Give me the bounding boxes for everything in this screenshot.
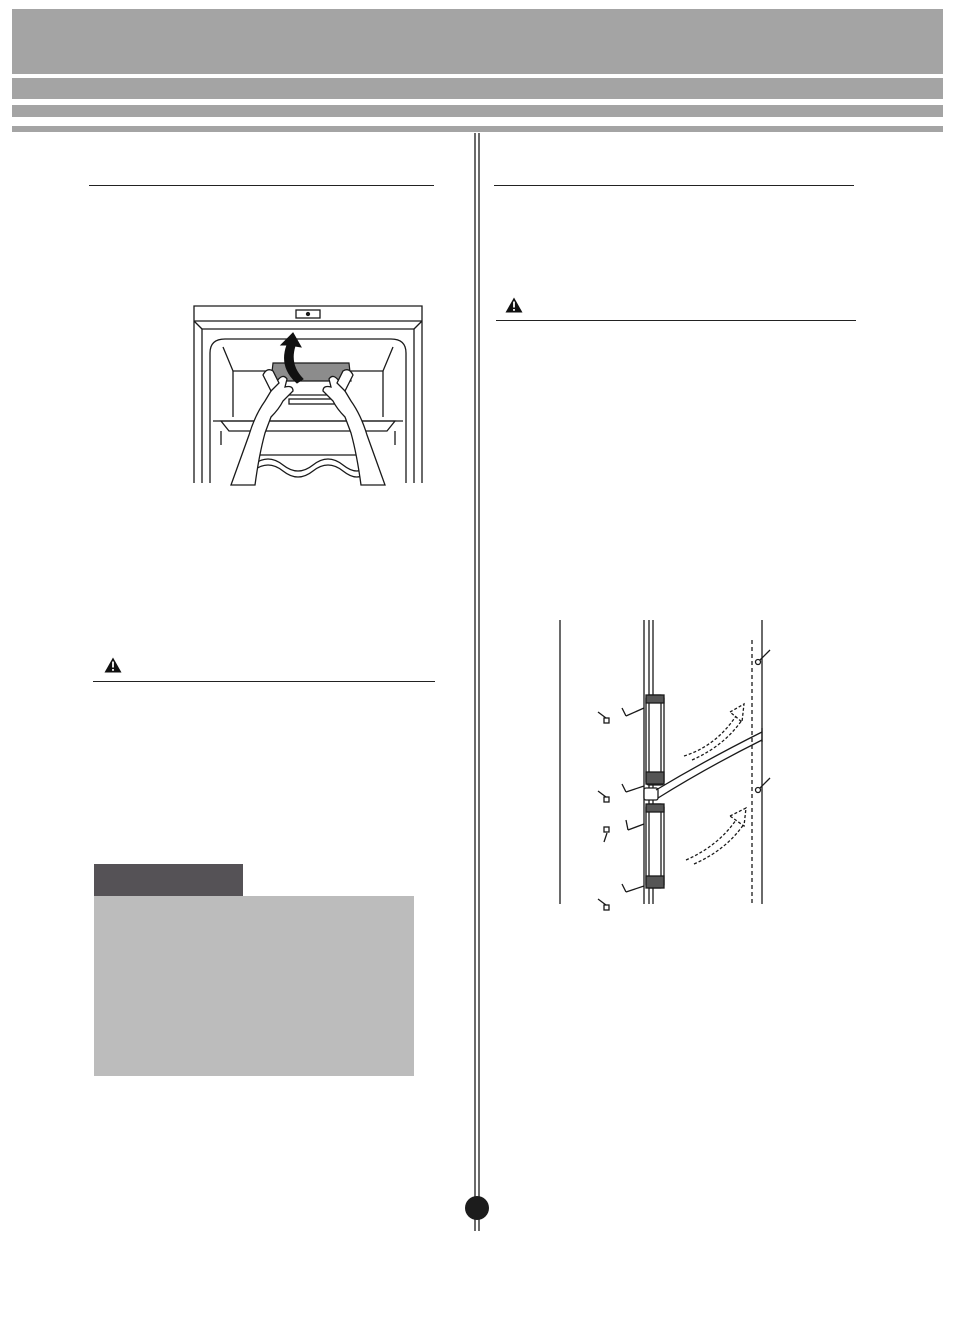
page-number-dot: [465, 1196, 489, 1220]
hands-lifting-cover-illustration: [193, 305, 425, 485]
right-warning-rule: [496, 320, 856, 321]
right-section-rule: [494, 185, 854, 186]
left-section-rule: [89, 185, 434, 186]
left-warning-rule: [93, 681, 435, 682]
warning-triangle-icon: [505, 297, 523, 313]
note-box: [94, 896, 414, 1076]
header-band-stripe-2: [12, 105, 943, 117]
note-box-tab: [94, 864, 243, 897]
door-hinge-removal-illustration: [556, 620, 776, 916]
column-divider: [474, 133, 480, 1231]
header-band-main: [12, 9, 943, 74]
header-band-stripe-1: [12, 78, 943, 99]
header-band-stripe-3: [12, 126, 943, 132]
warning-triangle-icon: [104, 657, 122, 673]
